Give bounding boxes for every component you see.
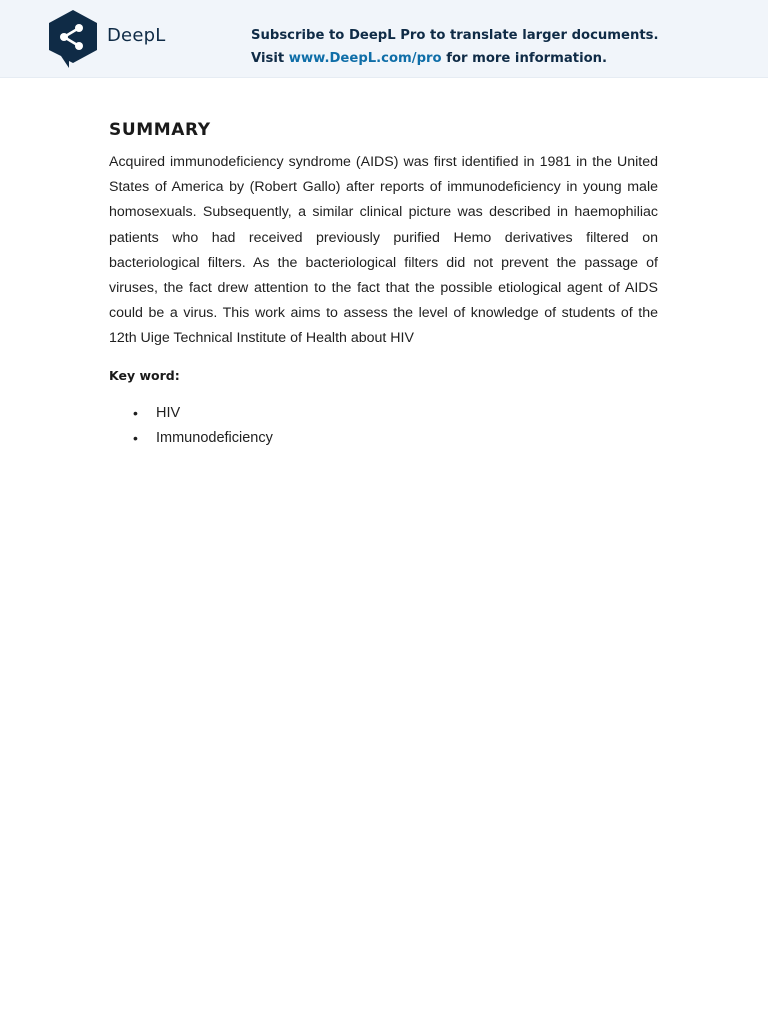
keyword-item [109, 426, 658, 452]
bullet-icon: • [133, 404, 138, 421]
keywords-list [109, 401, 658, 452]
promo-text [251, 24, 659, 70]
summary-heading: SUMMARY [109, 120, 211, 140]
keywords-label: Key word: [109, 367, 180, 383]
deepl-promo-banner [0, 0, 768, 78]
deepl-logo[interactable] [47, 9, 165, 69]
keyword-item [109, 401, 658, 427]
keyword-text: HIV [156, 404, 181, 421]
bullet-icon: • [133, 430, 138, 447]
promo-line-1: Subscribe to DeepL Pro to translate larger documents. [251, 28, 659, 43]
keyword-text: Immunodeficiency [156, 430, 273, 447]
deepl-logo-icon [47, 9, 99, 69]
promo-info-text: for more information. [441, 51, 608, 66]
summary-paragraph: Acquired immunodeficiency syndrome (AIDS) was first identified in 1981 in the United States of America by (Robert Gallo) after reports of immunodeficiency in young male homosexuals. Subsequently, a similar clinical picture was described in haemophiliac patients who had received previously purified Hemo derivatives filtered on bacteriological filters. As the bacteriological filters did not prevent the passage of viruses, the fact drew attention to the fact that the possible etiological agent of AIDS could be a virus. This work aims to assess the level of knowledge of students of the 12th Uige Technical Institute of Health about HIV [109, 154, 658, 347]
promo-line-2 [251, 47, 659, 70]
promo-visit-text: Visit [251, 51, 289, 66]
deepl-pro-link[interactable]: www.DeepL.com/pro [288, 51, 442, 66]
document-body [109, 120, 658, 452]
brand-name: DeepL [107, 24, 166, 46]
